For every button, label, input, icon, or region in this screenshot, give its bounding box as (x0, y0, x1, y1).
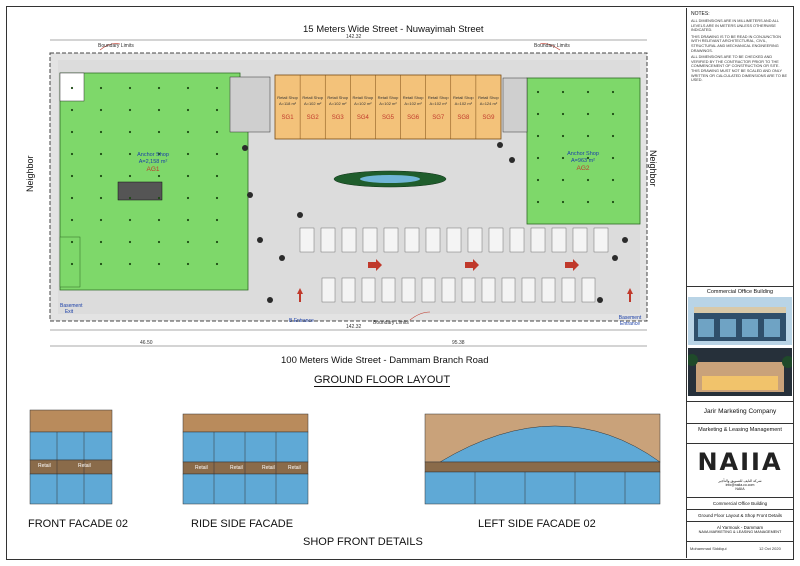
retail-shop-title: Retail Shop (427, 95, 449, 100)
retail-shop-code: SG1 (281, 115, 294, 121)
company-box (687, 401, 793, 423)
dim-left: 46.50 (140, 340, 153, 346)
shop-front-title: SHOP FRONT DETAILS (303, 536, 423, 548)
b-entrance-label: B Entrance (289, 318, 314, 324)
dim-right: 95.38 (452, 340, 465, 346)
escalator (118, 182, 162, 200)
retail-shop-code: SG8 (457, 115, 470, 121)
anchor-left-area: A=2,158 m² (138, 159, 168, 165)
ride-side-facade-drawing (183, 414, 308, 504)
retail-shop-title: Retail Shop (478, 95, 499, 100)
stair-core-right (503, 78, 527, 132)
location-name: Al Yarmouk - Dammam (716, 525, 764, 530)
renders-box (687, 286, 793, 401)
retail-shop-code: SG3 (331, 115, 344, 121)
top-street-label: 15 Meters Wide Street - Nuwayimah Street (303, 24, 484, 35)
dim-top: 142.32 (346, 34, 362, 40)
front-retail-sign-1: Retail (38, 463, 51, 469)
project-box (687, 497, 793, 509)
retail-shop-area: A=102 m² (429, 101, 447, 106)
ride-retail-sign-3: Retail (262, 465, 275, 471)
ground-floor-heading: GROUND FLOOR LAYOUT (314, 374, 451, 386)
retail-shop-code: SG4 (356, 115, 369, 121)
boundary-label-top-left: Boundary Limits (98, 43, 134, 49)
contact-arabic: شركة النايف للتسويق والتأجير (718, 479, 762, 483)
right-neighbor-label: Neighbor (648, 150, 658, 187)
retail-shop-code: SG9 (482, 115, 495, 121)
anchor-right-area: A=963 m² (571, 158, 595, 164)
project-name: Commercial Office Building (712, 501, 768, 506)
retail-shop-title: Retail Shop (452, 95, 474, 100)
retail-shop-code: SG7 (432, 115, 445, 121)
drawing-name: Ground Floor Layout & Shop Front Details (697, 513, 783, 518)
anchor-left-name: Anchor Shop (137, 152, 169, 158)
anchor-right-name: Anchor Shop (567, 151, 599, 157)
retail-shop-title: Retail Shop (302, 95, 323, 100)
basement-exit-label: Basement Exit (60, 303, 83, 315)
location-box (687, 521, 793, 541)
ride-retail-sign-1: Retail (195, 465, 208, 471)
retail-shop-title: Retail Shop (402, 95, 424, 100)
front-retail-sign-2: Retail (78, 463, 91, 469)
drawn-by: Mohammad Siddiqui (690, 546, 727, 551)
notes-title: NOTES: (691, 11, 710, 17)
retail-shop-area: A=124 m² (479, 101, 498, 106)
front-facade-label: FRONT FACADE 02 (28, 518, 129, 530)
drawn-box (687, 541, 793, 558)
contact-brand: NAIIA (735, 487, 745, 491)
notes-block (687, 8, 793, 86)
renders-title: Commercial Office Building (706, 289, 774, 295)
anchor-shop-left (60, 73, 248, 290)
company-name: Jarir Marketing Company (703, 408, 777, 415)
basement-entrance-label: Basement Entrance (618, 315, 642, 327)
ride-facade-label: RIDE SIDE FACADE (191, 518, 294, 530)
stair-core-left (230, 77, 270, 132)
drawing-date: 12 Oct 2020 (759, 546, 781, 551)
retail-shop-title: Retail Shop (277, 95, 298, 100)
render-image-1 (688, 297, 792, 345)
anchor-left-code: AG1 (146, 166, 160, 173)
render-image-2 (688, 348, 792, 396)
retail-strip (275, 75, 501, 139)
retail-shop-area: A=118 m² (278, 101, 297, 106)
dim-bottom: 142.32 (346, 324, 362, 330)
retail-shop-area: A=102 m² (354, 101, 372, 106)
retail-shop-code: SG5 (381, 115, 394, 121)
retail-shop-area: A=102 m² (379, 101, 397, 106)
drawing-box (687, 509, 793, 521)
boundary-label-bottom: Boundary Limits (373, 320, 409, 326)
left-facade-label: LEFT SIDE FACADE 02 (478, 518, 596, 530)
retail-shop-title: Retail Shop (327, 95, 349, 100)
title-block (686, 8, 793, 558)
retail-shop-area: A=102 m² (329, 101, 347, 106)
retail-shop-title: Retail Shop (377, 95, 399, 100)
logo-box (687, 443, 793, 497)
contact-email: info@naiia.co.com (725, 483, 755, 487)
left-side-facade-drawing (425, 414, 660, 504)
planter-water (360, 175, 420, 183)
anchor-right-code: AG2 (576, 165, 590, 172)
retail-shop-code: SG2 (306, 115, 319, 121)
ride-retail-sign-2: Retail (230, 465, 243, 471)
ride-retail-sign-4: Retail (288, 465, 301, 471)
left-neighbor-label: Neighbor (25, 155, 35, 192)
service-name: Marketing & Leasing Management (698, 427, 782, 433)
note-3: ALL DIMENSIONS ARE TO BE CHECKED AND VERIFIED BY THE CONTRACTOR PRIOR TO THE COMMENCEMENT OF CONSTRUCTION OR SITE. THIS DRAWING MUST NOT BE SCALED AND ONLY WRITTEN OR CALCULATED DIMENSIONS ARE TO BE USED. (691, 55, 787, 83)
shop-front-facades (0, 400, 686, 515)
retail-shop-area: A=102 m² (454, 101, 473, 106)
retail-shop-area: A=102 m² (303, 101, 322, 106)
note-1: ALL DIMENSIONS ARE IN MILLIMETERS AND ALL LEVELS ARE IN METERS UNLESS OTHERWISE INDICATED. (691, 19, 779, 33)
front-facade-drawing (30, 410, 112, 504)
note-2: THIS DRAWING IS TO BE READ IN CONJUNCTION WITH RELEVANT ARCHITECTURAL, CIVIL, STRUCTURAL AND MECHANICAL ENGINEERING DRAWINGS. (691, 34, 782, 53)
anchor-left-annex (60, 237, 80, 287)
bottom-street-label: 100 Meters Wide Street - Dammam Branch Road (281, 355, 489, 366)
boundary-label-top-right: Boundary Limits (534, 43, 570, 49)
naiia-logo: NAIIA (697, 448, 783, 476)
retail-shop-code: SG6 (407, 115, 420, 121)
company-full: NAIIA MARKETING & LEASING MANAGEMENT (698, 530, 782, 534)
retail-shop-area: A=102 m² (404, 101, 422, 106)
retail-shop-title: Retail Shop (352, 95, 374, 100)
service-box (687, 423, 793, 443)
